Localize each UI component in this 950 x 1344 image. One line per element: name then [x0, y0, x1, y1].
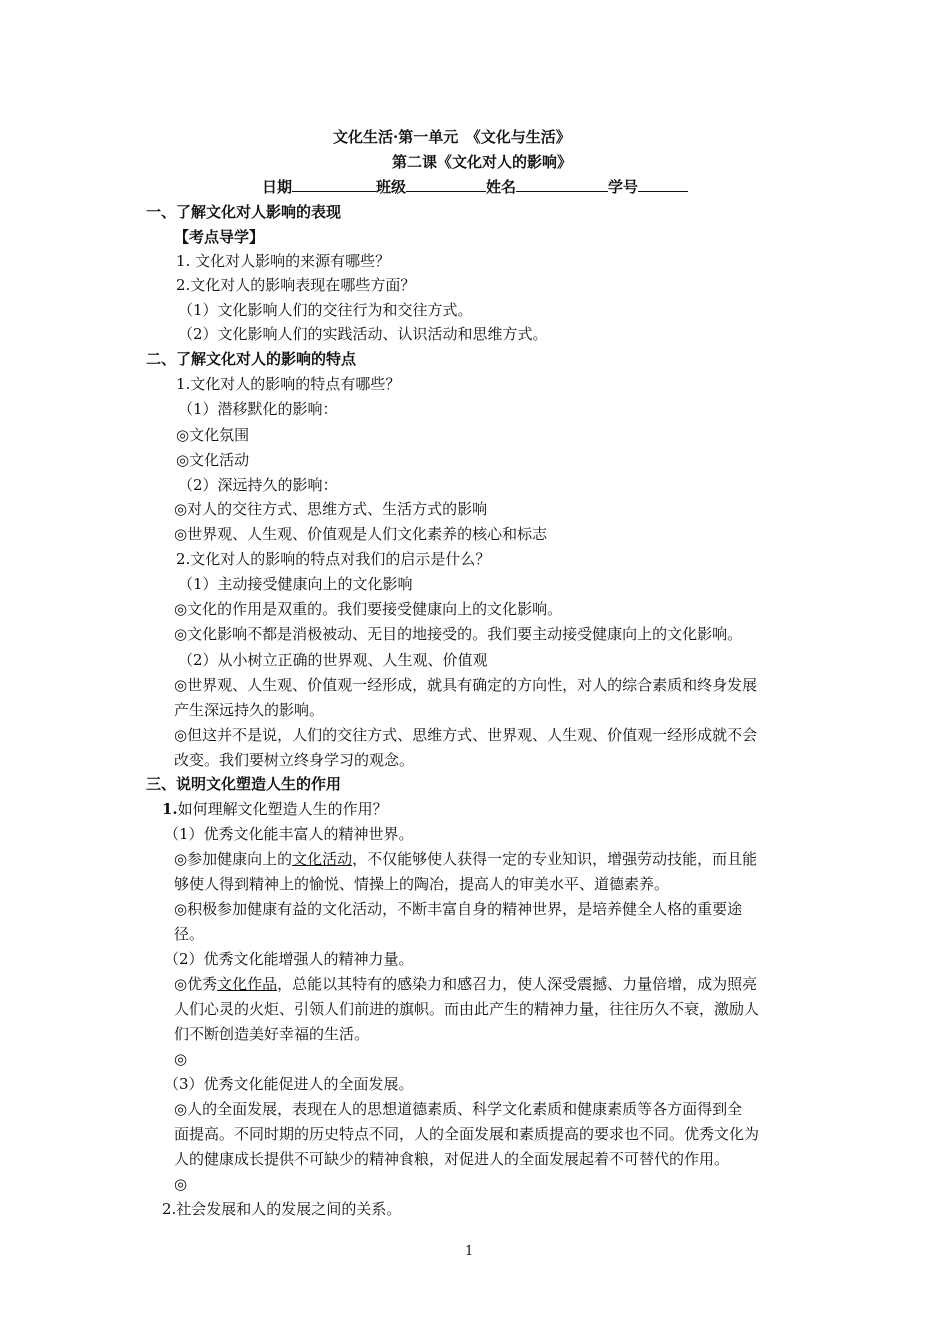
- s3-question-2: 2.社会发展和人的发展之间的关系。: [162, 1200, 402, 1218]
- s3-answer-1: （1）优秀文化能丰富人的精神世界。: [164, 825, 414, 843]
- s3-answer-2a-pre: ◎优秀: [174, 975, 218, 993]
- culture-work-term: 文化作品: [217, 975, 278, 993]
- s3-answer-1b-line1: ◎积极参加健康有益的文化活动，不断丰富自身的精神世界，是培养健全人格的重要途: [174, 900, 743, 918]
- name-label: 姓名: [486, 178, 517, 196]
- s3-question-1-number: 1.: [162, 800, 178, 818]
- s1-answer-1: （1）文化影响人们的交往行为和交往方式。: [178, 301, 473, 319]
- s3-answer-3: （3）优秀文化能促进人的全面发展。: [164, 1075, 414, 1093]
- page-number: 1: [465, 1244, 474, 1259]
- class-blank[interactable]: [406, 176, 486, 192]
- date-blank[interactable]: [292, 176, 376, 192]
- s3-answer-3a-line3: 人的健康成长提供不可缺少的精神食粮，对促进人的全面发展起着不可替代的作用。: [174, 1150, 730, 1168]
- s3-answer-1b-line2: 径。: [174, 925, 205, 943]
- s2-revelation-1: （1）主动接受健康向上的文化影响: [178, 575, 413, 593]
- s2-question-2: 2.文化对人的影响的特点对我们的启示是什么？: [176, 550, 491, 568]
- culture-activity-term: 文化活动: [292, 850, 353, 868]
- s3-answer-2: （2）优秀文化能增强人的精神力量。: [164, 950, 414, 968]
- s3-answer-3a-line1: ◎人的全面发展，表现在人的思想道德素质、科学文化素质和健康素质等各方面得到全: [174, 1100, 743, 1118]
- section-3-heading: 三、说明文化塑造人生的作用: [146, 775, 342, 793]
- s3-answer-3b: ◎: [174, 1175, 188, 1193]
- lesson-title: 第二课《文化对人的影响》: [392, 153, 573, 171]
- s1-question-2: 2.文化对人的影响表现在哪些方面？: [176, 276, 416, 294]
- s3-answer-1a-pre: ◎参加健康向上的: [174, 850, 293, 868]
- name-blank[interactable]: [516, 176, 608, 192]
- number-blank[interactable]: [638, 176, 688, 192]
- info-line: [262, 176, 688, 198]
- s2-point-1: （1）潜移默化的影响：: [178, 400, 338, 418]
- s1-answer-2: （2）文化影响人们的实践活动、认识活动和思维方式。: [178, 325, 548, 343]
- s3-answer-2a-line2: 人们心灵的火炬、引领人们前进的旗帜。而由此产生的精神力量，往往历久不衰，激励人: [174, 1000, 760, 1018]
- s3-answer-2a-post: ，总能以其特有的感染力和感召力，使人深受震撼、力量倍增，成为照亮: [277, 975, 758, 993]
- number-label: 学号: [608, 178, 639, 196]
- s3-answer-2b: ◎: [174, 1050, 188, 1068]
- s2-question-1: 1.文化对人的影响的特点有哪些？: [176, 375, 401, 393]
- s2-point-1a: ◎文化氛围: [176, 426, 250, 444]
- s3-question-1: [162, 798, 388, 820]
- s2-revelation-2: （2）从小树立正确的世界观、人生观、价值观: [178, 651, 488, 669]
- date-label: 日期: [262, 178, 293, 196]
- s3-answer-1a-post: ，不仅能够使人获得一定的专业知识，增强劳动技能，而且能: [352, 850, 758, 868]
- s2-revelation-1a: ◎文化的作用是双重的。我们要接受健康向上的文化影响。: [174, 600, 563, 618]
- s3-answer-2a-line1: [174, 973, 757, 995]
- section-2-heading: 二、了解文化对人的影响的特点: [146, 350, 357, 368]
- s3-answer-3a-line2: 面提高。不同时期的历史特点不同，人的全面发展和素质提高的要求也不同。优秀文化为: [174, 1125, 760, 1143]
- s3-answer-1a-line1: [174, 848, 757, 870]
- s2-revelation-2b-line1: ◎但这并不是说，人们的交往方式、思维方式、世界观、人生观、价值观一经形成就不会: [174, 726, 758, 744]
- s2-revelation-2a-line2: 产生深远持久的影响。: [174, 701, 325, 719]
- guide-heading: 【考点导学】: [174, 228, 265, 246]
- s2-point-2a: ◎对人的交往方式、思维方式、生活方式的影响: [174, 500, 488, 518]
- section-1-heading: 一、了解文化对人影响的表现: [146, 203, 342, 221]
- s3-answer-1a-line2: 够使人得到精神上的愉悦、情操上的陶冶，提高人的审美水平、道德素养。: [174, 875, 670, 893]
- s3-question-1-text: 如何理解文化塑造人生的作用？: [177, 800, 388, 818]
- s2-point-1b: ◎文化活动: [176, 451, 250, 469]
- s2-revelation-1b: ◎文化影响不都是消极被动、无目的地接受的。我们要主动接受健康向上的文化影响。: [174, 625, 743, 643]
- s2-point-2b: ◎世界观、人生观、价值观是人们文化素养的核心和标志: [174, 525, 548, 543]
- s2-revelation-2a-line1: ◎世界观、人生观、价值观一经形成，就具有确定的方向性，对人的综合素质和终身发展: [174, 676, 758, 694]
- s2-revelation-2b-line2: 改变。我们要树立终身学习的观念。: [174, 751, 415, 769]
- class-label: 班级: [376, 178, 407, 196]
- s3-answer-2a-line3: 们不断创造美好幸福的生活。: [174, 1025, 370, 1043]
- s1-question-1: 1. 文化对人影响的来源有哪些？: [176, 252, 391, 270]
- s2-point-2: （2）深远持久的影响：: [178, 476, 338, 494]
- document-title: 文化生活·第一单元 《文化与生活》: [333, 128, 571, 146]
